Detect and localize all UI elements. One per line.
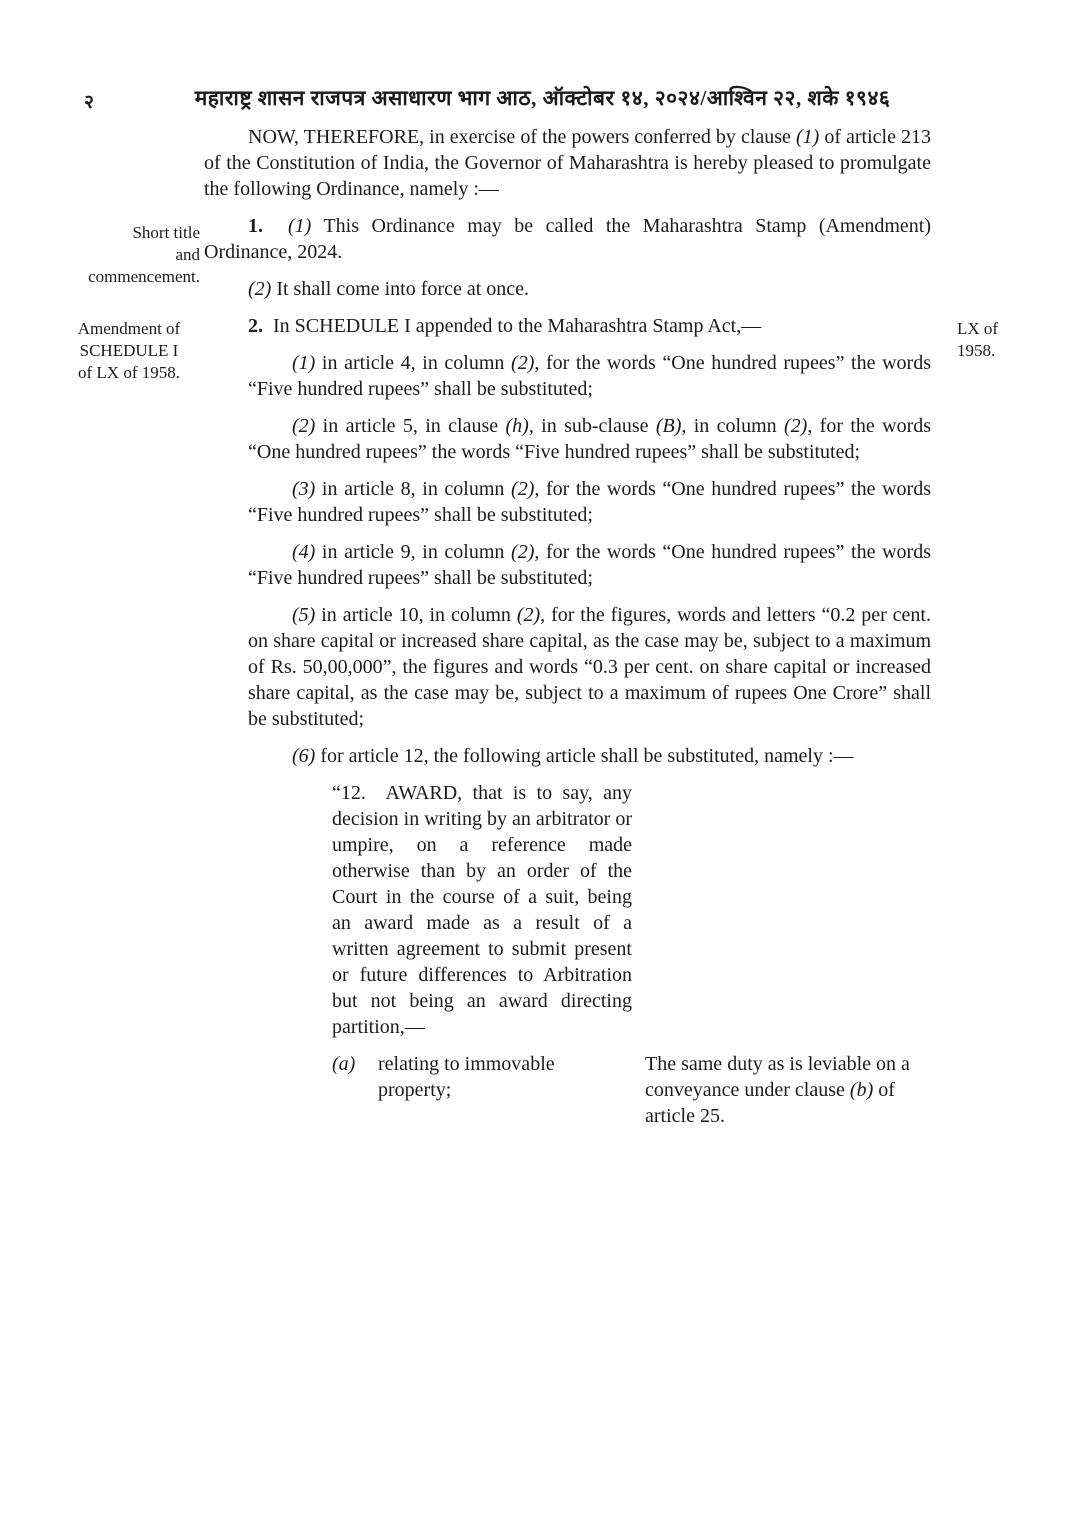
gazette-header-title: महाराष्ट्र शासन राजपत्र असाधारण भाग आठ, ऑक्टोबर १४, २०२४/आश्विन २२, शके १९४६ <box>194 86 891 110</box>
section-2-clause-4: (4) in article 9, in column (2), for the words “One hundred rupees” the words “Five hundred rupees” shall be substituted; <box>248 541 931 589</box>
entry-a-label: (a) <box>332 1053 356 1075</box>
section-2-clause-3: (3) in article 8, in column (2), for the words “One hundred rupees” the words “Five hundred rupees” shall be substituted; <box>248 478 931 526</box>
margin-note-act-reference: LX of 1958. <box>957 319 999 360</box>
section-1-subsection-1: 1. (1) This Ordinance may be called the Maharashtra Stamp (Amendment) Ordinance, 2024. <box>204 215 932 263</box>
section-2-clause-1: (1) in article 4, in column (2), for the words “One hundred rupees” the words “Five hundred rupees” shall be substituted; <box>248 352 931 400</box>
entry-a-duty: The same duty as is leviable on a conveyance under clause (b) of article 25. <box>645 1053 910 1127</box>
section-1-subsection-2: (2) It shall come into force at once. <box>248 278 530 300</box>
article-12-entry-a <box>332 1051 931 1129</box>
preamble-paragraph: NOW, THEREFORE, in exercise of the powers conferred by clause (1) of article 213 of the Constitution of India, the Governor of Maharashtra is hereby pleased to promulgate the following Ordinance, namely :— <box>204 126 931 200</box>
article-12-award-text: “12. AWARD, that is to say, any decision in writing by an arbitrator or umpire, on a reference made otherwise than by an order of the Court in the course of a suit, being an award made as a result of a written agreement to submit present or future differences to Arbitration but not being an award directing partition,— <box>332 782 632 1038</box>
section-2-clause-2: (2) in article 5, in clause (h), in sub-clause (B), in column (2), for the words “One hundred rupees” the words “Five hundred rupees” shall be substituted; <box>248 415 932 463</box>
entry-a-description: relating to immovable property; <box>378 1053 555 1101</box>
section-2-clause-5: (5) in article 10, in column (2), for the figures, words and letters “0.2 per cent. on share capital or increased share capital, as the case may be, subject to a maximum of Rs. 50,00,000”, the figures and words “0.3 per cent. on share capital or increased share capital, as the case may be, subject to a maximum of rupees One Crore” shall be substituted; <box>248 604 931 730</box>
ordinance-body <box>204 124 931 1129</box>
margin-note-amendment-schedule: Amendment of SCHEDULE I of LX of 1958. <box>77 319 181 382</box>
section-2-heading: 2. In SCHEDULE I appended to the Maharashtra Stamp Act,— <box>248 315 762 337</box>
page-number: २ <box>84 92 94 113</box>
margin-note-short-title: Short title and commencement. <box>88 223 200 286</box>
section-2-clause-6: (6) for article 12, the following article shall be substituted, namely :— <box>292 745 854 767</box>
